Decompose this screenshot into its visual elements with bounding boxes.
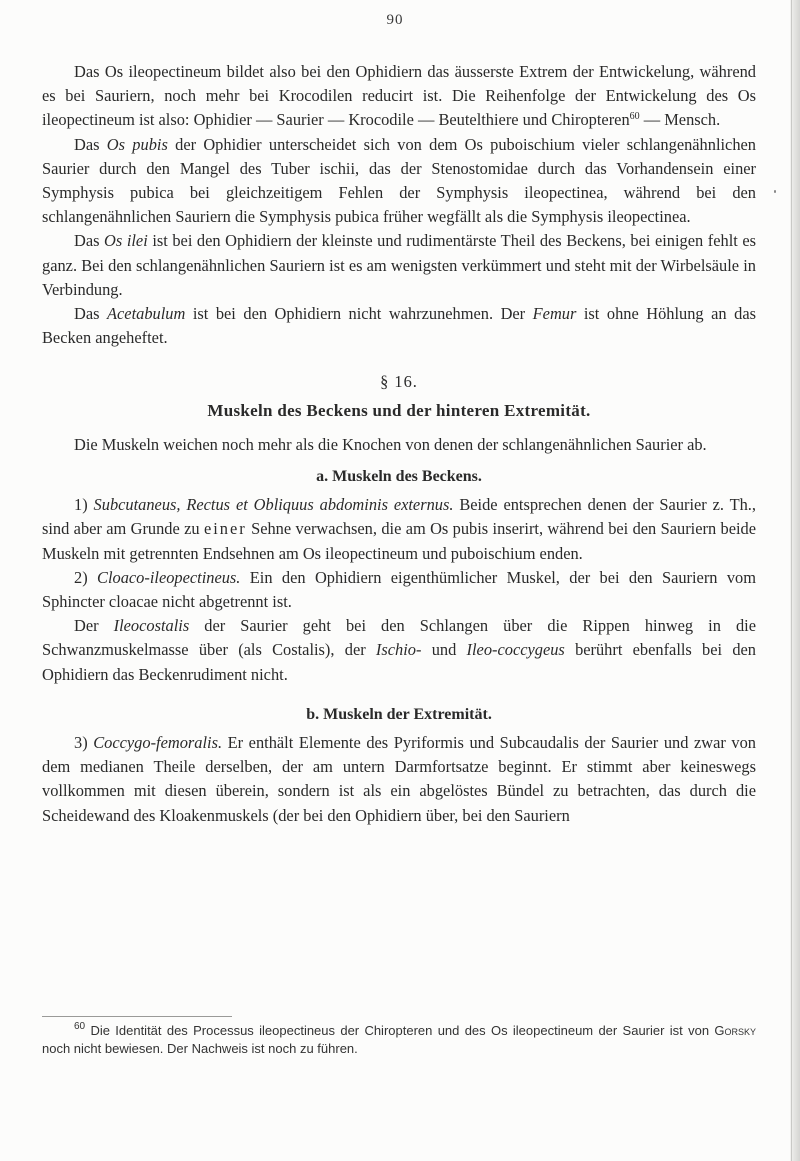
term-ischio: Ischio- <box>375 640 422 660</box>
paragraph-text: der Saurier geht bei den Schlangen über die Rippen hinweg in die Schwanzmuskelmasse über (als Costalis), der <box>42 616 756 660</box>
paragraph-text: Das Os ileopectineum bildet also bei den Ophidiern das äusserste Extrem der Entwickelung, während es bei Sauriern, noch mehr bei Krocodilen reducirt ist. Die Reihenfolge der Entwickelung des Os ileopectineum ist also: Ophidier — Saurier — Krocodile — Beutelthiere und Chiropteren <box>42 62 756 130</box>
term-os-pubis: Os pubis <box>106 134 168 154</box>
spaced-emphasis: einer <box>203 519 247 539</box>
subsection-title-b: b. Muskeln der Extremität. <box>306 705 492 723</box>
paragraph-acetabulum <box>42 302 756 350</box>
term-cloaco-ileopectineus: Cloaco-ileopectineus. <box>97 567 241 587</box>
footnote <box>42 1022 756 1058</box>
footnote-author: Gorsky <box>714 1023 756 1038</box>
paragraph-text: — Mensch. <box>639 110 721 130</box>
term-acetabulum: Acetabulum <box>107 304 186 324</box>
paragraph-ileopectineum <box>42 60 756 133</box>
footnote-divider <box>42 1016 232 1017</box>
term-os-ilei: Os ilei <box>104 231 148 251</box>
paragraph-text: Das <box>74 231 105 251</box>
footnote-text-part: noch nicht bewiesen. Der Nachweis ist noch zu führen. <box>42 1041 358 1056</box>
term-coccygo-femoralis: Coccygo-femoralis. <box>93 733 223 753</box>
footnote-marker: 60 <box>74 1021 86 1032</box>
paragraph-text: Beide entsprechen denen der Saurier z. Th., sind aber am Grunde zu <box>42 495 756 539</box>
paragraph-item-1 <box>42 493 756 566</box>
print-speck <box>774 190 776 193</box>
paragraph-text: ist bei den Ophidiern nicht wahrzunehmen. Der <box>185 304 533 324</box>
paragraph-os-pubis <box>42 133 756 230</box>
page-number: 90 <box>386 12 404 28</box>
item-number: 2) <box>74 567 98 587</box>
paragraph-os-ilei <box>42 229 756 302</box>
paragraph-text: Er enthält Elemente des Pyriformis und Subcaudalis der Saurier und zwar von dem medianen Theile derselben, der am untern Darmfortsatze beginnt. Er stimmt aber keineswegs vollkommen mit diesen überein, sondern ist als ein abgelöstes Bündel zu betrachten, das durch die Scheidewand des Kloakenmuskels (der bei den Ophidiern über, bei den Sauriern <box>42 733 756 825</box>
paragraph-item-2 <box>42 566 756 614</box>
term-femur: Femur <box>532 304 577 324</box>
term-subcutaneus: Subcutaneus, Rectus et Obliquus abdominis externus. <box>93 495 454 515</box>
paragraph-muskeln-intro: Die Muskeln weichen noch mehr als die Knochen von denen der schlangenähnlichen Saurier ab. <box>74 434 707 454</box>
page-edge-line <box>791 0 792 1161</box>
paragraph-item-3 <box>42 731 756 828</box>
footnote-text-part: Die Identität des Processus ileopectineus der Chiropteren und des Os ileopectineum der Saurier ist von <box>85 1023 715 1038</box>
item-number: 3) <box>74 733 94 753</box>
paragraph-text: berührt ebenfalls bei den Ophidiern das Beckenrudiment nicht. <box>42 640 756 684</box>
paragraph-text: Das <box>74 134 107 154</box>
body-text <box>42 60 756 828</box>
term-ileo-coccygeus: Ileo-coccygeus <box>466 640 565 660</box>
paragraph-text: ist ohne Höhlung an das Becken angeheftet. <box>42 304 756 348</box>
paragraph-text: Ein den Ophidiern eigenthümlicher Muskel, der bei den Sauriern vom Sphincter cloacae nicht abgetrennt ist. <box>42 567 756 612</box>
subsection-title-a: a. Muskeln des Beckens. <box>316 468 482 486</box>
paragraph-text: Sehne verwachsen, die am Os pubis inserirt, während bei den Sauriern beide Muskeln mit getrennten Endsehnen am Os ileopectineum und puboischium enden. <box>42 519 756 563</box>
term-ileocostalis: Ileocostalis <box>113 616 190 636</box>
paragraph-text: Das <box>74 304 108 324</box>
item-number: 1) <box>74 495 94 515</box>
paragraph-text: der Ophidier unterscheidet sich von dem Os puboischium vieler schlangenähnlichen Saurier durch den Mangel des Tuber ischii, das der Stenostomidae durch das Vorhandensein einer Symphysis pubica bei gleichzeitigem Fehlen der Symphysis ileopectinea, während bei den schlangenähnlichen Sauriern die Symphysis pubica früher wegfällt als die Symphysis ileopectinea. <box>42 134 756 227</box>
paragraph-text: ist bei den Ophidiern der kleinste und rudimentärste Theil des Beckens, bei einigen fehlt es ganz. Bei den schlangenähnlichen Sauriern ist es am wenigsten verkümmert und steht mit der Wirbelsäule in Verbindung. <box>42 231 757 299</box>
paragraph-ileocostalis <box>42 614 756 687</box>
section-number: § 16. <box>380 372 418 392</box>
footnote-text <box>42 1022 756 1058</box>
paragraph-text: und <box>421 640 467 660</box>
paragraph-text: Der <box>74 616 114 636</box>
footnote-reference[interactable]: 60 <box>629 111 640 123</box>
section-title: Muskeln des Beckens und der hinteren Extremität. <box>207 400 591 420</box>
